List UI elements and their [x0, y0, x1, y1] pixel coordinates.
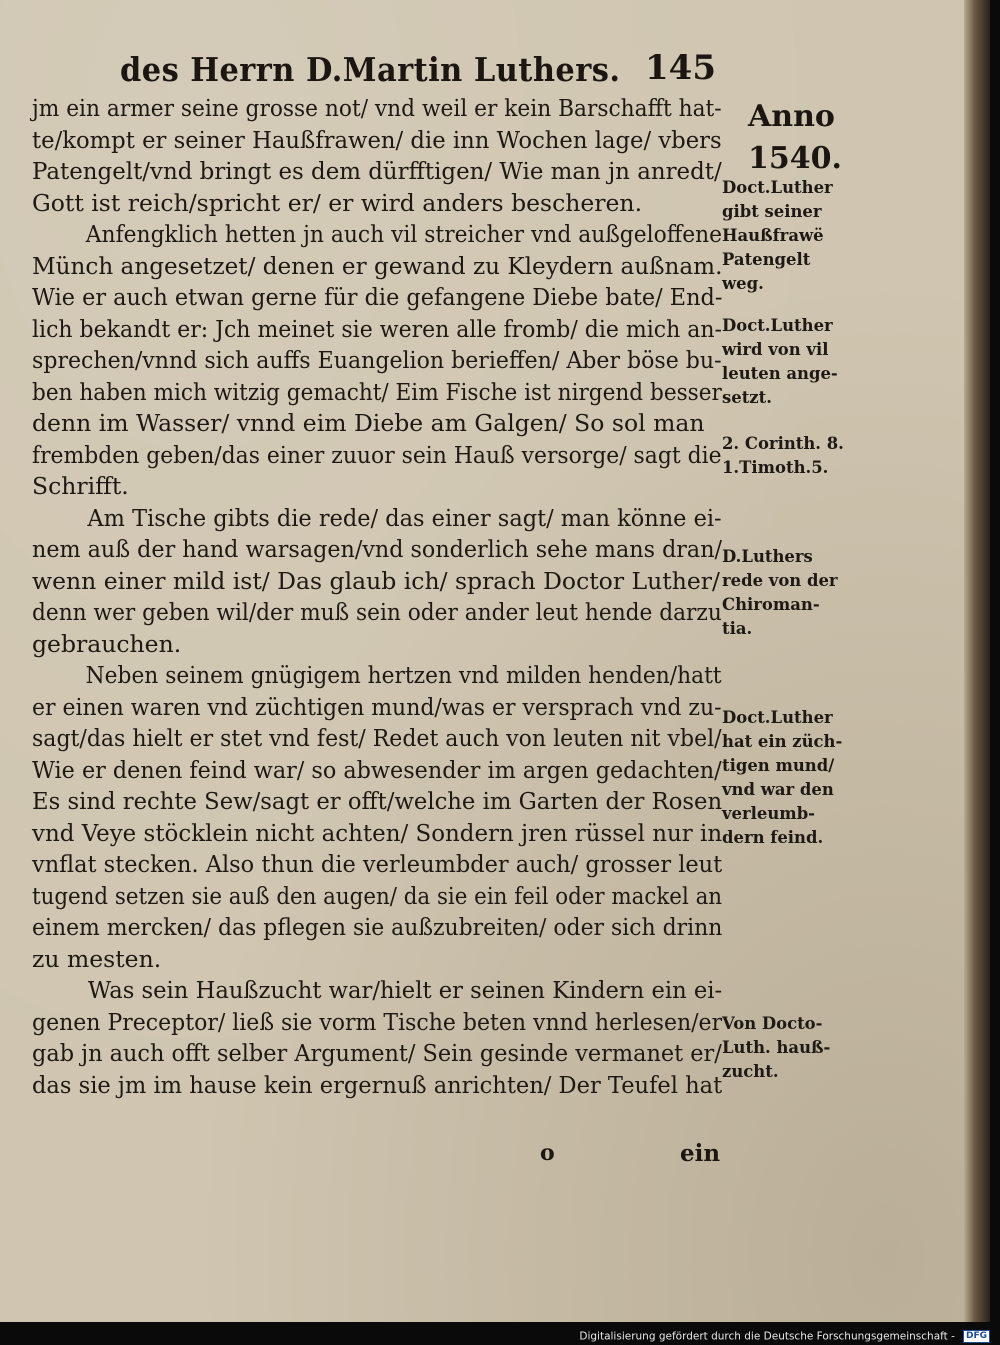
page-edge [964, 0, 990, 1322]
signature-mark: o [540, 1140, 555, 1166]
text-line: denn im Wasser/ vnnd eim Diebe am Galgen/ So sol man [32, 409, 705, 437]
marginal-note-line: weg. [722, 274, 764, 294]
text-line: Es sind rechte Sew/sagt er offt/welche im Garten der Rosen [32, 787, 723, 815]
marginal-note-line: wird von vil [722, 340, 829, 360]
marginal-note-line: Doct.Luther [722, 178, 833, 198]
marginal-note [722, 432, 872, 480]
text-line: Wie er denen feind war/ so abwesender im argen gedachten/ [32, 755, 722, 784]
marginal-note-line: D.Luthers [722, 547, 813, 567]
text-line: er einen waren vnd züchtigen mund/was er versprach vnd zu- [32, 692, 722, 721]
catchword-line [540, 1140, 740, 1174]
marginal-note-line: Haußfrawë [722, 226, 824, 246]
running-head [120, 50, 840, 96]
text-line: das sie jm im hause kein ergernuß anrichten/ Der Teufel hat [32, 1070, 723, 1099]
marginal-note-line: leuten ange- [722, 364, 838, 384]
marginal-note-line: Patengelt [722, 250, 811, 270]
marginal-note-line: 1.Timoth.5. [722, 458, 829, 478]
text-line: Neben seinem gnügigem hertzen vnd milden henden/hatt [85, 661, 722, 689]
marginal-note-line: setzt. [722, 388, 772, 408]
marginal-note-line: vnd war den [722, 780, 834, 800]
text-line: vnflat stecken. Also thun die verleumbder auch/ grosser leut [32, 850, 723, 878]
body-text [32, 93, 722, 1101]
text-line: Am Tische gibts die rede/ das einer sagt/ man könne ei- [87, 503, 722, 532]
text-line: Münch angesetzet/ denen er gewand zu Kleydern außnam. [32, 251, 723, 280]
text-line: tugend setzen sie auß den augen/ da sie ein feil oder mackel an [32, 881, 723, 910]
text-line: denn wer geben wil/der muß sein oder ander leut hende darzu [32, 598, 722, 626]
marginal-note-line: Chiroman- [722, 595, 820, 615]
marginal-note-line: verleumb- [722, 804, 816, 824]
marginal-note [722, 545, 872, 641]
text-line: gebrauchen. [32, 629, 182, 658]
marginal-note-line: Von Docto- [722, 1014, 823, 1034]
text-line: Anfengklich hetten jn auch vil streicher vnd außgeloffene [85, 220, 723, 248]
marginal-note-line: 2. Corinth. 8. [722, 434, 844, 454]
anno-label: Anno [748, 99, 835, 134]
text-line: genen Preceptor/ ließ sie vorm Tische beten vnnd herlesen/er [32, 1007, 723, 1036]
text-line: Patengelt/vnd bringt es dem dürfftigen/ Wie man jn anredt/ [32, 157, 722, 185]
marginal-note-line: tia. [722, 619, 753, 639]
funding-notice: Digitalisierung gefördert durch die Deutsche Forschungsgemeinschaft - [579, 1330, 955, 1343]
text-line: gab jn auch offt selber Argument/ Sein gesinde vermanet er/ [32, 1039, 722, 1067]
dfg-logo: DFG [963, 1330, 990, 1343]
text-line: wenn einer mild ist/ Das glaub ich/ sprach Doctor Luther/ [32, 566, 720, 595]
marginal-note [722, 706, 872, 850]
text-line: te/kompt er seiner Haußfrawen/ die inn Wochen lage/ vbers [32, 125, 722, 154]
running-head-title: des Herrn D.Martin Luthers. [120, 50, 621, 89]
marginal-note-line: hat ein züch- [722, 732, 843, 752]
marginal-note-line: rede von der [722, 571, 838, 591]
text-line: sagt/das hielt er stet vnd fest/ Redet auch von leuten nit vbel/ [32, 724, 722, 752]
text-line: einem mercken/ das pflegen sie außzubreiten/ oder sich drinn [32, 913, 723, 941]
marginal-note [722, 314, 872, 410]
marginal-note [722, 1012, 872, 1084]
text-line: Wie er auch etwan gerne für die gefangene Diebe bate/ End- [32, 283, 723, 311]
catchword: ein [680, 1140, 721, 1167]
marginal-note-line: tigen mund/ [722, 756, 835, 776]
marginal-note-line: dern feind. [722, 828, 824, 848]
marginal-note-line: zucht. [722, 1062, 779, 1082]
text-line: zu mesten. [32, 944, 162, 973]
text-line: sprechen/vnnd sich auffs Euangelion berieffen/ Aber böse bu- [32, 346, 722, 374]
page-number: 145 [645, 48, 716, 88]
text-line: frembden geben/das einer zuuor sein Hauß versorge/ sagt die [32, 440, 722, 469]
marginal-note-line: gibt seiner [722, 202, 822, 222]
marginal-note [722, 176, 872, 296]
marginal-note-line: Luth. hauß- [722, 1038, 831, 1058]
text-line: lich bekandt er: Jch meinet sie weren alle fromb/ die mich an- [32, 314, 722, 343]
marginal-note-line: Doct.Luther [722, 708, 833, 728]
text-line: nem auß der hand warsagen/vnd sonderlich sehe mans dran/ [32, 535, 723, 563]
margin-year [748, 96, 842, 180]
text-line: Gott ist reich/spricht er/ er wird anders bescheren. [32, 188, 643, 217]
footer [560, 1326, 990, 1342]
year-label: 1540. [748, 141, 842, 176]
text-line: ben haben mich witzig gemacht/ Eim Fische ist nirgend besser [32, 377, 722, 406]
text-line: Schrifft. [32, 472, 129, 500]
text-line: vnd Veye stöcklein nicht achten/ Sondern jren rüssel nur in [32, 818, 723, 847]
text-line: jm ein armer seine grosse not/ vnd weil er kein Barschafft hat- [32, 94, 722, 122]
marginal-note-line: Doct.Luther [722, 316, 833, 336]
text-line: Was sein Haußzucht war/hielt er seinen Kindern ein ei- [87, 976, 723, 1004]
